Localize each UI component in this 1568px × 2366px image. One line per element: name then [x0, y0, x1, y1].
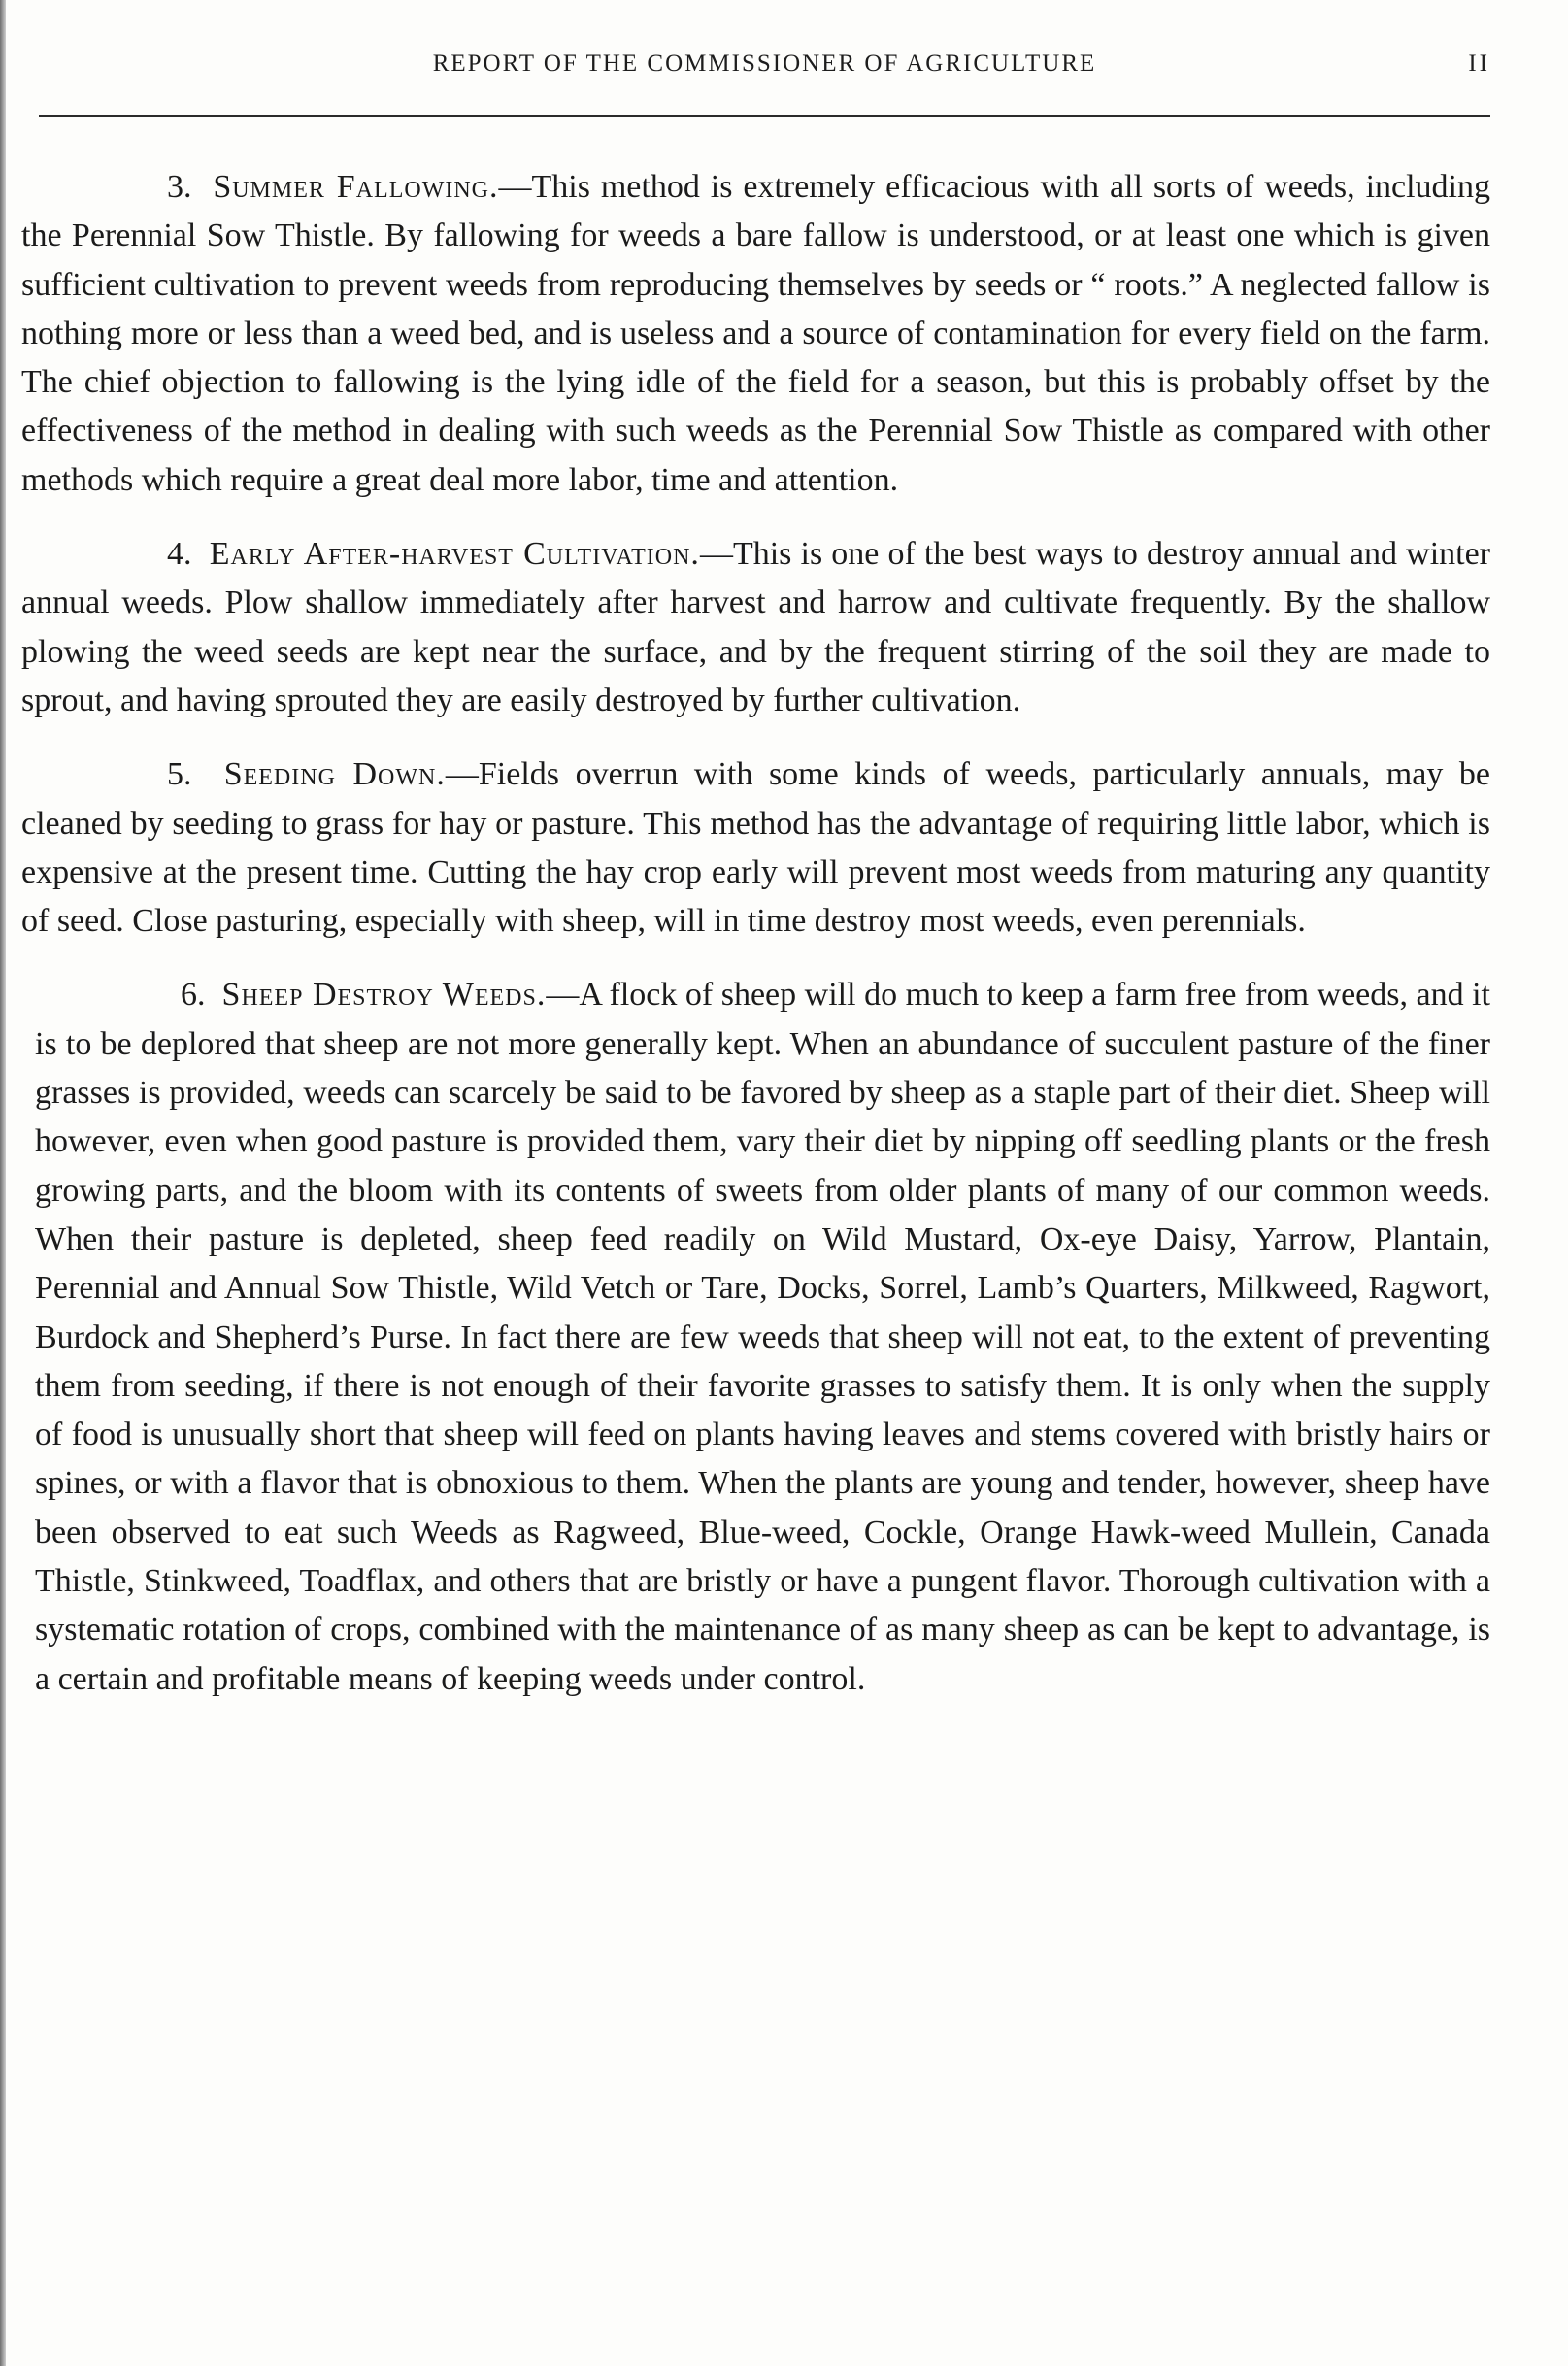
paragraph-number: 4.: [167, 536, 192, 573]
paragraph-heading: Early After-harvest Cultivation.: [209, 536, 700, 573]
paragraph-heading: Seeding Down.: [223, 756, 446, 793]
paragraph-text: —This is one of the best ways to destroy annual and winter annual weeds. Plow shallow immediately after harvest and harrow and cultivate frequently. By the shallow plowing the weed seeds are kept near the surface, and by the frequent stirring of the soil they are made to sprout, and having sprouted they are easily destroyed by further cultivation.: [21, 536, 1490, 718]
paragraph-sheep-destroy-weeds: [21, 971, 1490, 1703]
paragraph-text: —This method is extremely efficacious with all sorts of weeds, including the Perennial Sow Thistle. By fallowing for weeds a bare fallow is understood, or at least one which is given sufficient cultivation to prevent weeds from reproducing themselves by seeds or “ roots.” A neglected fallow is nothing more or less than a weed bed, and is useless and a source of contamination for every field on the farm. The chief objection to fallowing is the lying idle of the field for a season, but this is probably offset by the effectiveness of the method in dealing with such weeds as the Perennial Sow Thistle as compared with other methods which require a great deal more labor, time and attention.: [21, 169, 1490, 498]
paragraph-seeding-down: [21, 750, 1490, 946]
running-head: [39, 50, 1490, 89]
paragraph-text: —Fields overrun with some kinds of weeds, particularly annuals, may be cleaned by seeding to grass for hay or pasture. This method has the advantage of requiring little labor, which is expensive at the present time. Cutting the hay crop early will prevent most weeds from maturing any quantity of seed. Close pasturing, especially with sheep, will in time destroy most weeds, even perennials.: [21, 756, 1491, 940]
paragraph-heading: Summer Fallowing.: [213, 169, 499, 205]
running-head-title: REPORT OF THE COMMISSIONER OF AGRICULTURE: [432, 50, 1097, 77]
paragraph-summer-fallowing: [21, 163, 1490, 505]
page-number: II: [1468, 50, 1490, 77]
paragraph-heading: Sheep Destroy Weeds.: [221, 977, 547, 1014]
paragraph-text: —A flock of sheep will do much to keep a farm free from weeds, and it is to be deplored that sheep are not more generally kept. When an abundance of succulent pasture of the finer grasses is provided, weeds can scarcely be said to be favored by sheep as a staple part of their diet. Sheep will however, even when good pasture is provided them, vary their diet by nipping off seedling plants or the fresh growing parts, and the bloom with its contents of sweets from older plants of many of our common weeds. When their pasture is depleted, sheep feed readily on Wild Mustard, Ox-eye Daisy, Yarrow, Plantain, Perennial and Annual Sow Thistle, Wild Vetch or Tare, Docks, Sorrel, Lamb’s Quarters, Milkweed, Ragwort, Burdock and Shepherd’s Purse. In fact there are few weeds that sheep will not eat, to the extent of preventing them from seeding, if there is not enough of their favorite grasses to satisfy them. It is only when the supply of food is unusually short that sheep will feed on plants having leaves and stems covered with bristly hairs or spines, or with a flavor that is obnoxious to them. When the plants are young and tender, however, sheep have been observed to eat such Weeds as Ragweed, Blue-weed, Cockle, Orange Hawk-weed Mullein, Canada Thistle, Stinkweed, Toadflax, and others that are bristly or have a pungent flavor. Thorough cultivation with a systematic rotation of crops, combined with the maintenance of as many sheep as can be kept to advantage, is a certain and profitable means of keeping weeds under control.: [35, 977, 1490, 1697]
header-rule: [39, 115, 1490, 117]
body-text: [21, 163, 1490, 1729]
page-binding-edge: [0, 0, 6, 2366]
paragraph-after-harvest-cultivation: [21, 530, 1490, 725]
paragraph-number: 3.: [167, 169, 192, 205]
paragraph-number: 6.: [181, 977, 206, 1014]
paragraph-number: 5.: [167, 756, 192, 793]
